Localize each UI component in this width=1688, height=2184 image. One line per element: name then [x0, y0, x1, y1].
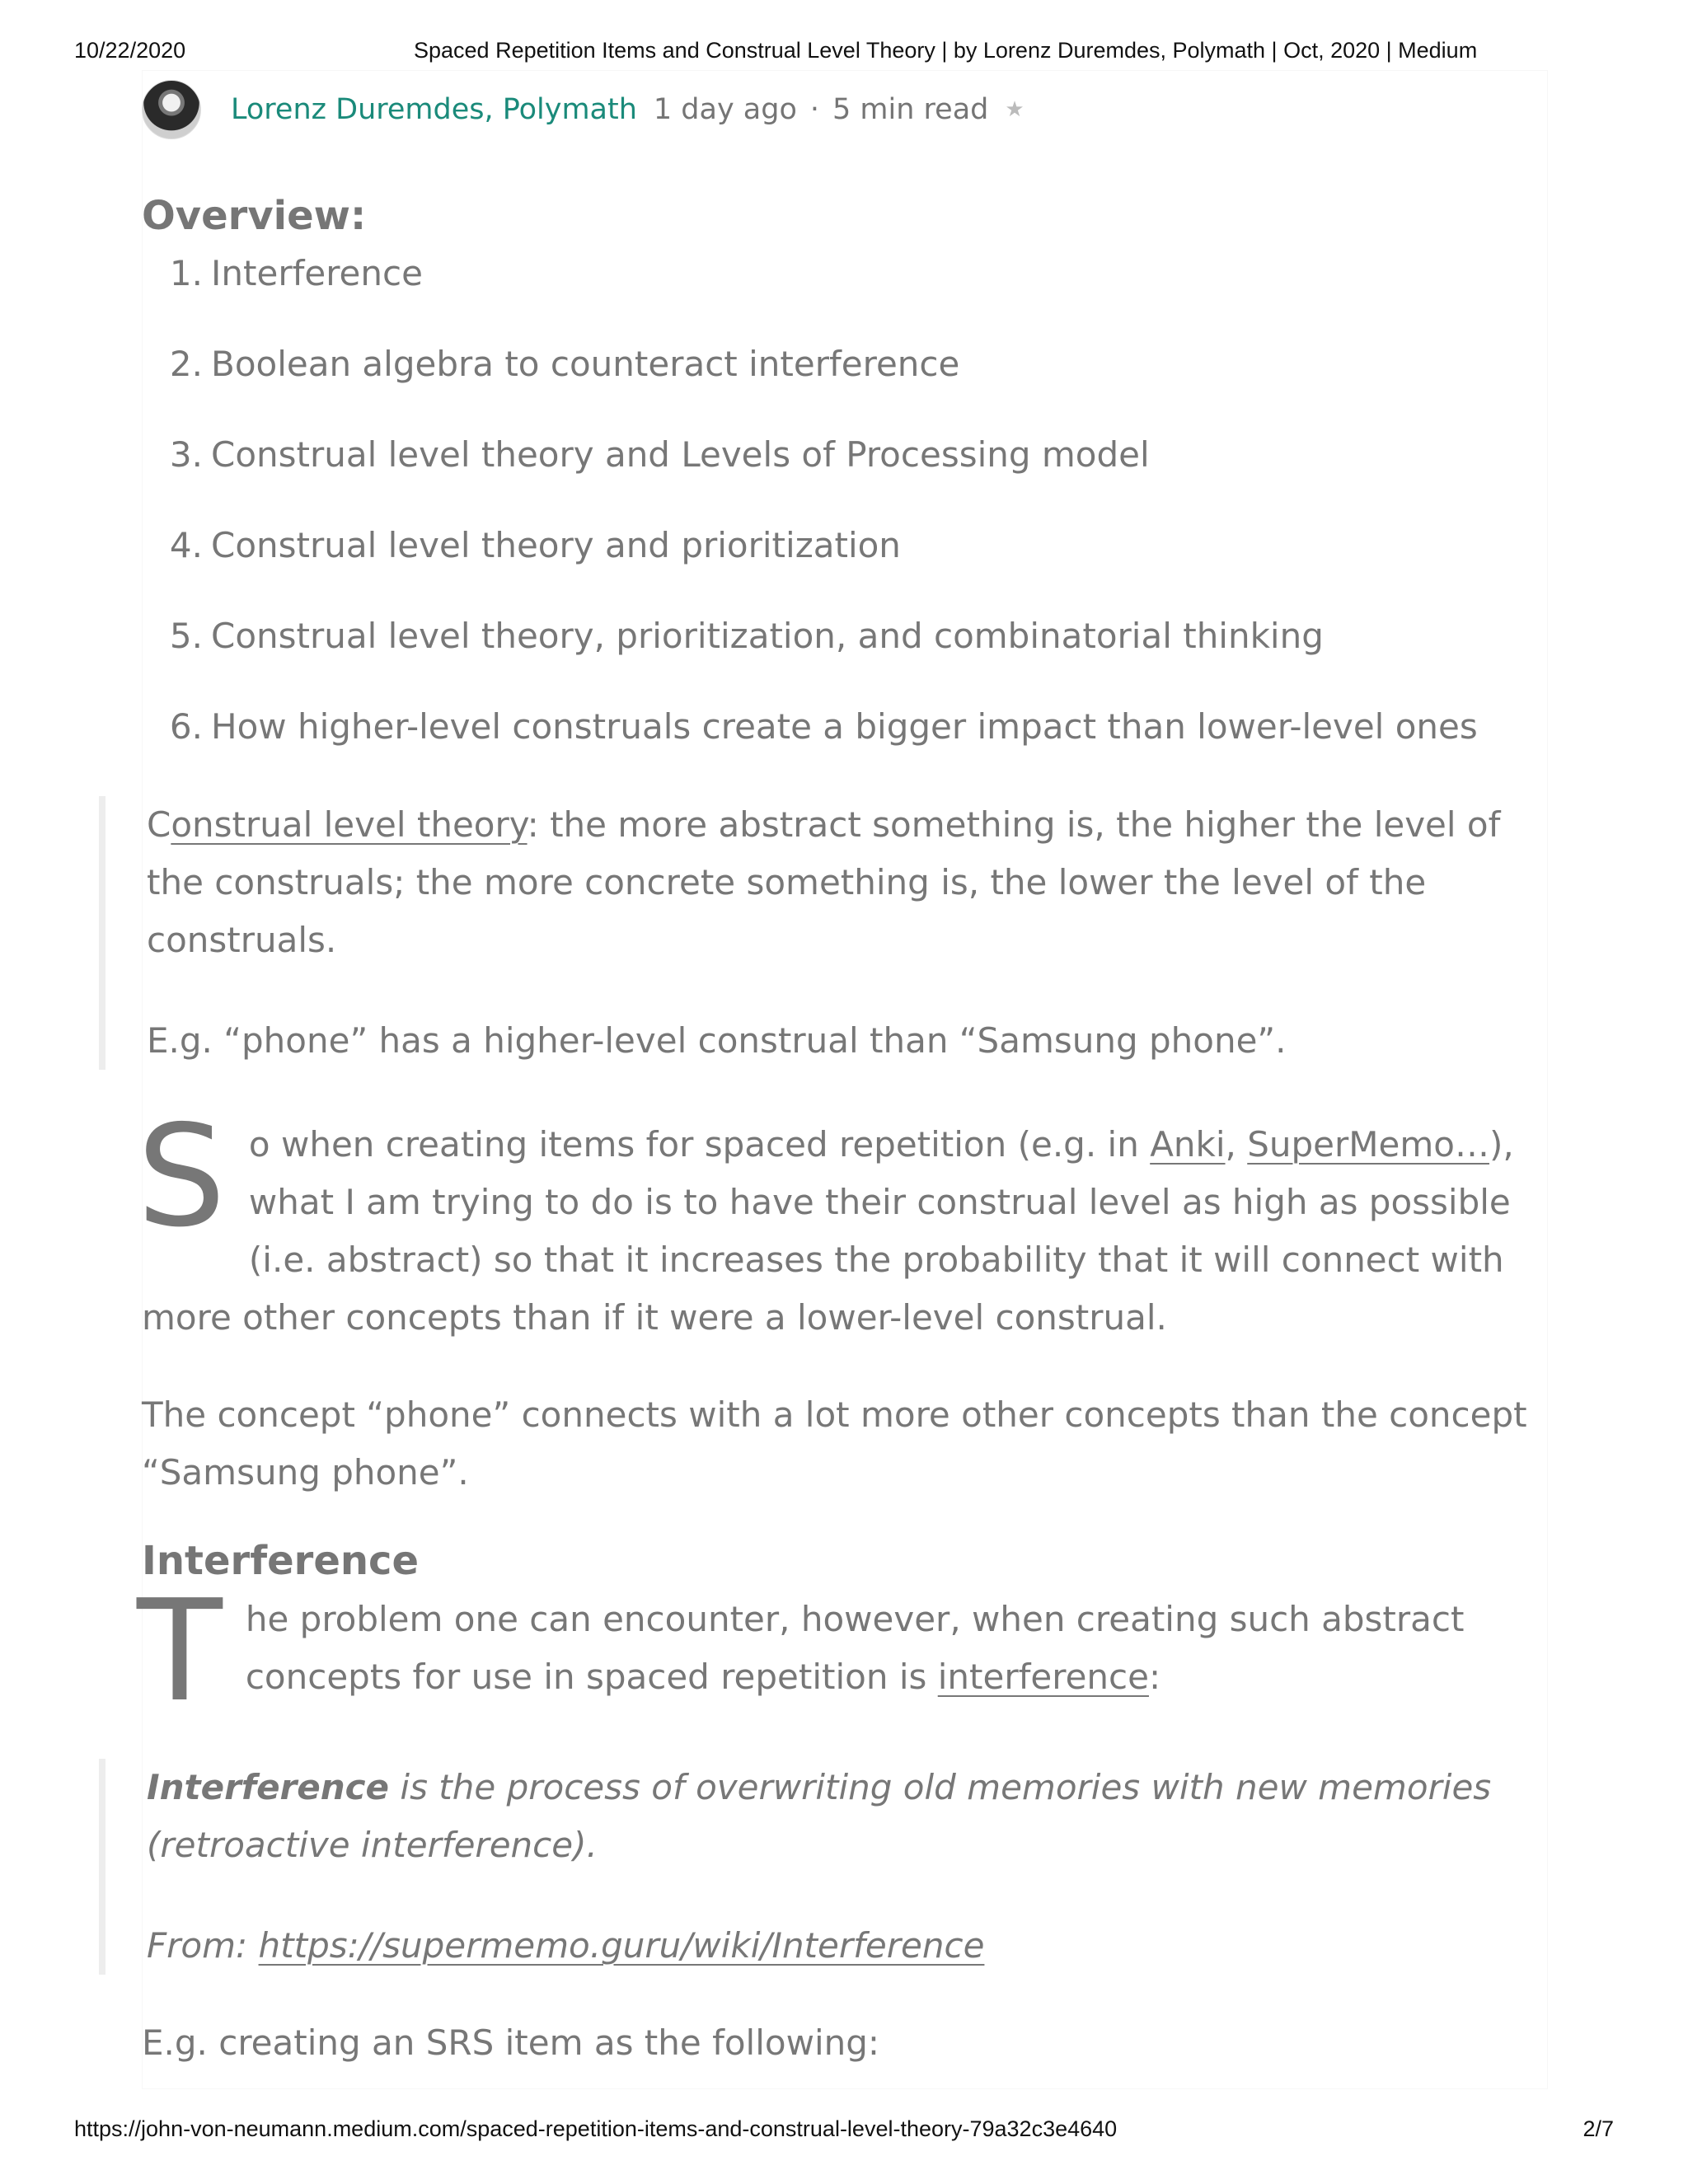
- meta-separator: ·: [809, 93, 820, 126]
- anki-link[interactable]: Anki: [1150, 1124, 1226, 1165]
- interference-heading: Interference: [142, 1538, 420, 1584]
- interference-definition-quote: [99, 1759, 1553, 1975]
- quote-example: E.g. “phone” has a higher-level construal than “Samsung phone”.: [147, 1020, 1287, 1061]
- print-header: [0, 38, 1688, 71]
- published-time: 1 day ago: [653, 93, 797, 126]
- author-name-link[interactable]: Lorenz Duremdes, Polymath: [231, 93, 637, 126]
- print-url: https://john-von-neumann.medium.com/spaced-repetition-items-and-construal-level-theory-79a32c3e4640: [74, 2116, 1118, 2141]
- construal-level-theory-link[interactable]: onstrual level theory: [171, 804, 528, 845]
- print-page-title: Spaced Repetition Items and Construal Level Theory | by Lorenz Duremdes, Polymath | Oct, 2020 | Medium: [414, 38, 1478, 63]
- member-star-icon: ★: [1005, 97, 1025, 122]
- supermemo-link[interactable]: SuperMemo…: [1247, 1124, 1489, 1165]
- quote-source: From: https://supermemo.guru/wiki/Interference: [147, 1925, 985, 1966]
- interference-link[interactable]: interference: [937, 1657, 1149, 1697]
- quote-definition: Interference is the process of overwriting old memories with new memories (retroactive interference).: [147, 1767, 1492, 1865]
- author-avatar[interactable]: [142, 80, 201, 139]
- print-footer: [0, 2116, 1688, 2149]
- drop-cap: T: [137, 1570, 223, 1733]
- article-body: [137, 190, 1553, 2072]
- supermemo-interference-link[interactable]: https://supermemo.guru/wiki/Interference: [258, 1925, 985, 1966]
- srs-example-paragraph: E.g. creating an SRS item as the following:: [142, 2022, 880, 2063]
- read-time: 5 min read: [832, 93, 989, 126]
- overview-list: [142, 249, 1553, 752]
- print-date: 10/22/2020: [74, 38, 186, 63]
- interference-paragraph: The problem one can encounter, however, when creating such abstract concepts for use in spaced repetition is interference:: [137, 1570, 1465, 1733]
- intro-paragraph: So when creating items for spaced repetition (e.g. in Anki, SuperMemo…), what I am trying to do is to have their construal level as high as possible (i.e. abstract) so that it increases the probability that it will connect with more other concepts than if it were a lower-level construal.: [137, 1095, 1514, 1338]
- list-item: 2. Boolean algebra to counteract interference: [169, 344, 960, 384]
- byline: [142, 79, 1025, 140]
- drop-cap: S: [137, 1095, 226, 1258]
- quote-definition: Construal level theory: the more abstract something is, the higher the level of the construals; the more concrete something is, the lower the level of the construals.: [147, 804, 1501, 960]
- list-item: 6. How higher-level construals create a bigger impact than lower-level ones: [169, 706, 1478, 747]
- page-number: 2/7: [1582, 2116, 1614, 2141]
- phone-concept-paragraph: The concept “phone” connects with a lot more other concepts than the concept “Samsung phone”.: [142, 1394, 1527, 1493]
- list-item: 3. Construal level theory and Levels of Processing model: [169, 434, 1150, 475]
- construal-definition-quote: [99, 796, 1553, 1070]
- list-item: 1. Interference: [169, 253, 423, 293]
- list-item: 5. Construal level theory, prioritization, and combinatorial thinking: [169, 616, 1324, 656]
- overview-heading: Overview:: [142, 193, 367, 239]
- list-item: 4. Construal level theory and prioritization: [169, 525, 901, 565]
